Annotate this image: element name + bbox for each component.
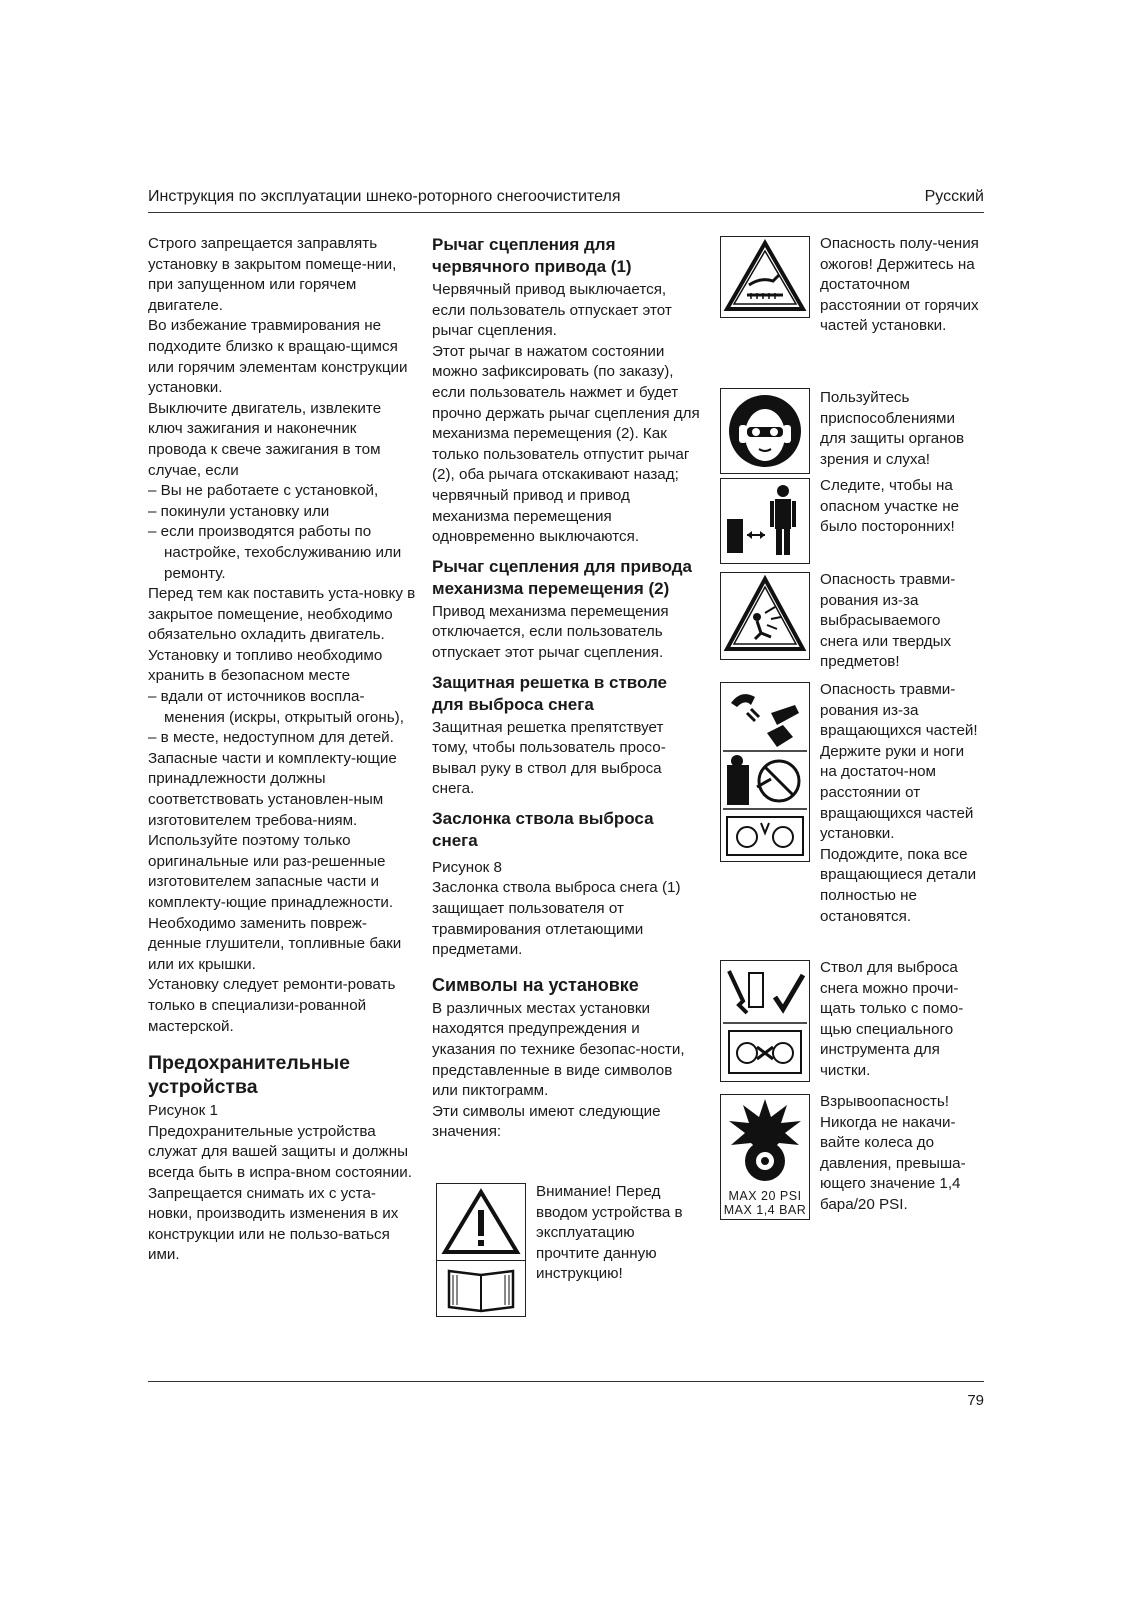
tire-explosion-icon <box>720 1094 810 1220</box>
column-left <box>148 234 416 1266</box>
paragraph: Заслонка ствола выброса снега (1) защищает пользователя от травмирования отлетающими предметами. <box>432 879 681 959</box>
paragraph: Необходимо заменить повреж-денные глушители, топливные баки или их крышки. <box>148 914 402 973</box>
paragraph: Во избежание травмирования не подходите близко к вращаю-щимся или горячим элементам конструкции установки. <box>148 317 408 397</box>
list-item: – в месте, недоступном для детей. <box>148 729 394 747</box>
rotating-parts-icon <box>720 682 810 862</box>
thrown-objects-icon <box>720 572 810 660</box>
list-item: – если производятся работы по настройке, техобслуживанию или ремонту. <box>148 523 402 582</box>
section-heading-safety-devices: Предохранительные устройства <box>148 1052 350 1099</box>
tire-explosion-caption: Взрывоопасность! Никогда не накачи-вайте колеса до давления, превыша-ющего значение 1,4 бара/20 PSI. <box>820 1093 966 1213</box>
chute-cleaning-tool-icon <box>720 960 810 1082</box>
rotating-parts-caption: Опасность травми-рования из-за вращающихся частей! Держите руки и ноги на достаточ-ном расстоянии от вращающихся частей установки. Подождите, пока все вращающиеся детали полностью не остановятся. <box>820 681 978 925</box>
document-header-title: Инструкция по эксплуатации шнеко-роторного снегоочистителя <box>148 188 621 205</box>
heading-worm-drive-lever: Рычаг сцепления для червячного привода (1) <box>432 235 632 276</box>
eye-ear-protection-icon <box>720 388 810 474</box>
keep-distance-icon <box>720 478 810 564</box>
footer-rule <box>148 1381 984 1382</box>
heading-drive-lever: Рычаг сцепления для привода механизма перемещения (2) <box>432 556 692 598</box>
paragraph: Червячный привод выключается, если пользователь отпускает этот рычаг сцепления. <box>432 281 672 340</box>
list-item: – покинули установку или <box>148 502 330 520</box>
paragraph: Запасные части и комплекту-ющие принадлежности должны соответствовать установлен-ным изготовителем требова-ниям. Используйте поэтому только оригинальные или раз-решенные изготовителем запасные части и комплекту-ющие принадлежности. <box>148 749 397 911</box>
heading-protective-grid: Защитная решетка в стволе для выброса снега <box>432 672 668 714</box>
protection-caption: Пользуйтесь приспособлениями для защиты органов зрения и слуха! <box>820 389 965 468</box>
paragraph: Привод механизма перемещения отключается, если пользователь отпускает этот рычаг сцепления. <box>432 602 669 661</box>
chute-cleaning-caption: Ствол для выброса снега можно прочи-щать только с помо-щью специального инструмента для чистки. <box>820 959 964 1079</box>
document-header-language: Русский <box>924 188 984 205</box>
page-number: 79 <box>967 1392 984 1409</box>
paragraph: Защитная решетка препятствует тому, чтобы пользователь просо-вывал руку в ствол для выброса снега. <box>432 718 666 798</box>
max-psi-label: MAX 20 PSI <box>728 1189 802 1203</box>
paragraph: Строго запрещается заправлять установку в закрытом помеще-нии, при запущенном или горячем двигателе. <box>148 235 397 314</box>
paragraph: Эти символы имеют следующие значения: <box>432 1102 661 1141</box>
section-heading-symbols: Символы на установке <box>432 974 639 995</box>
thrown-objects-caption: Опасность травми-рования из-за выбрасываемого снега или твердых предметов! <box>820 571 956 671</box>
header-rule <box>148 212 984 213</box>
figure-reference: Рисунок 1 <box>148 1102 218 1120</box>
open-book-icon <box>437 1260 525 1317</box>
list-item: – Вы не работаете с установкой, <box>148 482 379 500</box>
figure-reference: Рисунок 8 <box>432 858 502 876</box>
paragraph: Установку и топливо необходимо хранить в безопасном месте <box>148 646 383 685</box>
burn-hazard-icon <box>720 236 810 318</box>
list-item: – вдали от источников воспла-менения (искры, открытый огонь), <box>148 688 404 726</box>
paragraph: Этот рычаг в нажатом состоянии можно зафиксировать (по заказу), если пользователь нажмет и будет прочно держать рычаг сцепления для механизма перемещения (2). Как только пользователь отпустит рычаг (2), оба рычага отскакивают назад; червячный привод и привод механизма перемещения одновременно выключаются. <box>432 342 700 546</box>
column-middle <box>432 234 700 1143</box>
paragraph: Установку следует ремонти-ровать только в специализи-рованной мастерской. <box>148 976 396 1035</box>
read-manual-caption: Внимание! Перед вводом устройства в эксплуатацию прочтите данную инструкцию! <box>536 1183 683 1283</box>
paragraph: Перед тем как поставить уста-новку в закрытое помещение, необходимо обязательно охладить двигатель. <box>148 585 416 644</box>
paragraph: Предохранительные устройства служат для вашей защиты и должны всегда быть в испра-вном состоянии. <box>148 1122 412 1181</box>
heading-chute-flap: Заслонка ствола выброса снега <box>432 808 654 850</box>
burn-hazard-caption: Опасность полу-чения ожогов! Держитесь на достаточном расстоянии от горячих частей установки. <box>820 235 979 335</box>
paragraph: Запрещается снимать их с уста-новки, производить изменения в их конструкции или не пользо-ваться ими. <box>148 1184 399 1264</box>
max-bar-label: MAX 1,4 BAR <box>723 1203 807 1217</box>
read-manual-symbol <box>436 1183 526 1317</box>
paragraph: В различных местах установки находятся предупреждения и указания по технике безопас-ности, представленные в виде символов или пиктограмм. <box>432 999 685 1100</box>
bystanders-caption: Следите, чтобы на опасном участке не было посторонних! <box>820 477 960 536</box>
warning-triangle-icon <box>437 1184 525 1260</box>
paragraph: Выключите двигатель, извлеките ключ зажигания и наконечник провода к свече зажигания в том случае, если <box>148 399 382 479</box>
